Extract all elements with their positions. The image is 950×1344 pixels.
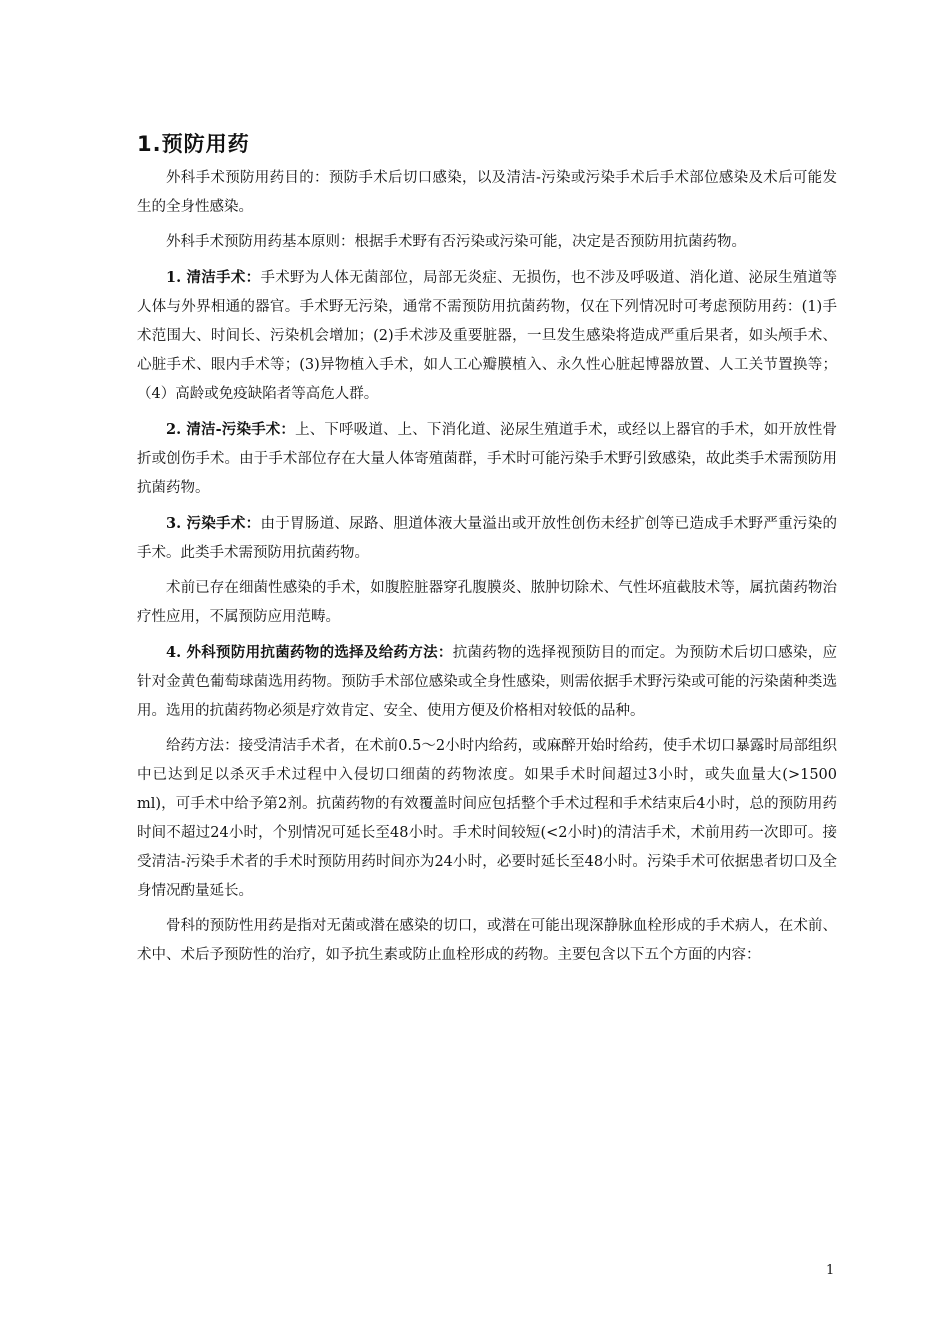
- paragraph-dosing-method: [137, 732, 837, 906]
- paragraph-text: 骨科的预防性用药是指对无菌或潜在感染的切口，或潜在可能出现深静脉血栓形成的手术病人，在术前、术中、术后予预防性的治疗，如予抗生素或防止血栓形成的药物。主要包含以下五个方面的内容：: [137, 918, 837, 963]
- paragraph-text: 给药方法：接受清洁手术者，在术前0.5～2小时内给药，或麻醉开始时给药，使手术切口暴露时局部组织中已达到足以杀灭手术过程中入侵切口细菌的药物浓度。如果手术时间超过3小时，或失血量大(>1500 ml)，可手术中给予第2剂。抗菌药物的有效覆盖时间应包括整个手术过程和手术结束后4小时，总的预防用药时间不超过24小时，个别情况可延长至48小时。手术时间较短(<2小时)的清洁手术，术前用药一次即可。接受清洁-污染手术者的手术时预防用药时间亦为24小时，必要时延长至48小时。污染手术可依据患者切口及全身情况酌量延长。: [137, 738, 837, 899]
- paragraph-contaminated-surgery: [137, 509, 837, 568]
- paragraph-text: 外科手术预防用药目的：预防手术后切口感染，以及清洁-污染或污染手术后手术部位感染及术后可能发生的全身性感染。: [137, 170, 837, 215]
- body-text: [137, 164, 837, 976]
- paragraph-text: 由于胃肠道、尿路、胆道体液大量溢出或开放性创伤未经扩创等已造成手术野严重污染的手术。此类手术需预防用抗菌药物。: [137, 516, 837, 561]
- paragraph-text: 抗菌药物的选择视预防目的而定。为预防术后切口感染，应针对金黄色葡萄球菌选用药物。预防手术部位感染或全身性感染，则需依据手术野污染或可能的污染菌种类选用。选用的抗菌药物必须是疗效肯定、安全、使用方便及价格相对较低的品种。: [137, 645, 837, 719]
- paragraph-lead: 3. 污染手术：: [166, 515, 261, 532]
- page-number: 1: [826, 1263, 835, 1278]
- paragraph-principle: [137, 228, 837, 257]
- paragraph-clean-surgery: [137, 263, 837, 409]
- paragraph-orthopedic-prophylaxis: [137, 912, 837, 970]
- paragraph-lead: 2. 清洁-污染手术：: [166, 421, 296, 438]
- section-heading: 1.预防用药: [137, 132, 250, 156]
- paragraph-existing-infection: [137, 574, 837, 632]
- paragraph-text: 上、下呼吸道、上、下消化道、泌尿生殖道手术，或经以上器官的手术，如开放性骨折或创伤手术。由于手术部位存在大量人体寄殖菌群，手术时可能污染手术野引致感染，故此类手术需预防用抗菌药物。: [137, 422, 837, 496]
- paragraph-text: 手术野为人体无菌部位，局部无炎症、无损伤，也不涉及呼吸道、消化道、泌尿生殖道等人体与外界相通的器官。手术野无污染，通常不需预防用抗菌药物，仅在下列情况时可考虑预防用药：(1)手术范围大、时间长、污染机会增加；(2)手术涉及重要脏器，一旦发生感染将造成严重后果者，如头颅手术、心脏手术、眼内手术等；(3)异物植入手术，如人工心瓣膜植入、永久性心脏起博器放置、人工关节置换等；（4）高龄或免疫缺陷者等高危人群。: [137, 270, 837, 402]
- paragraph-lead: 4. 外科预防用抗菌药物的选择及给药方法：: [166, 644, 453, 661]
- paragraph-text: 术前已存在细菌性感染的手术，如腹腔脏器穿孔腹膜炎、脓肿切除术、气性坏疽截肢术等，属抗菌药物治疗性应用，不属预防应用范畴。: [137, 580, 837, 625]
- paragraph-clean-contaminated-surgery: [137, 415, 837, 503]
- paragraph-text: 外科手术预防用药基本原则：根据手术野有否污染或污染可能，决定是否预防用抗菌药物。: [166, 234, 746, 250]
- paragraph-drug-selection: [137, 638, 837, 726]
- paragraph-lead: 1. 清洁手术：: [166, 269, 261, 286]
- paragraph-purpose: [137, 164, 837, 222]
